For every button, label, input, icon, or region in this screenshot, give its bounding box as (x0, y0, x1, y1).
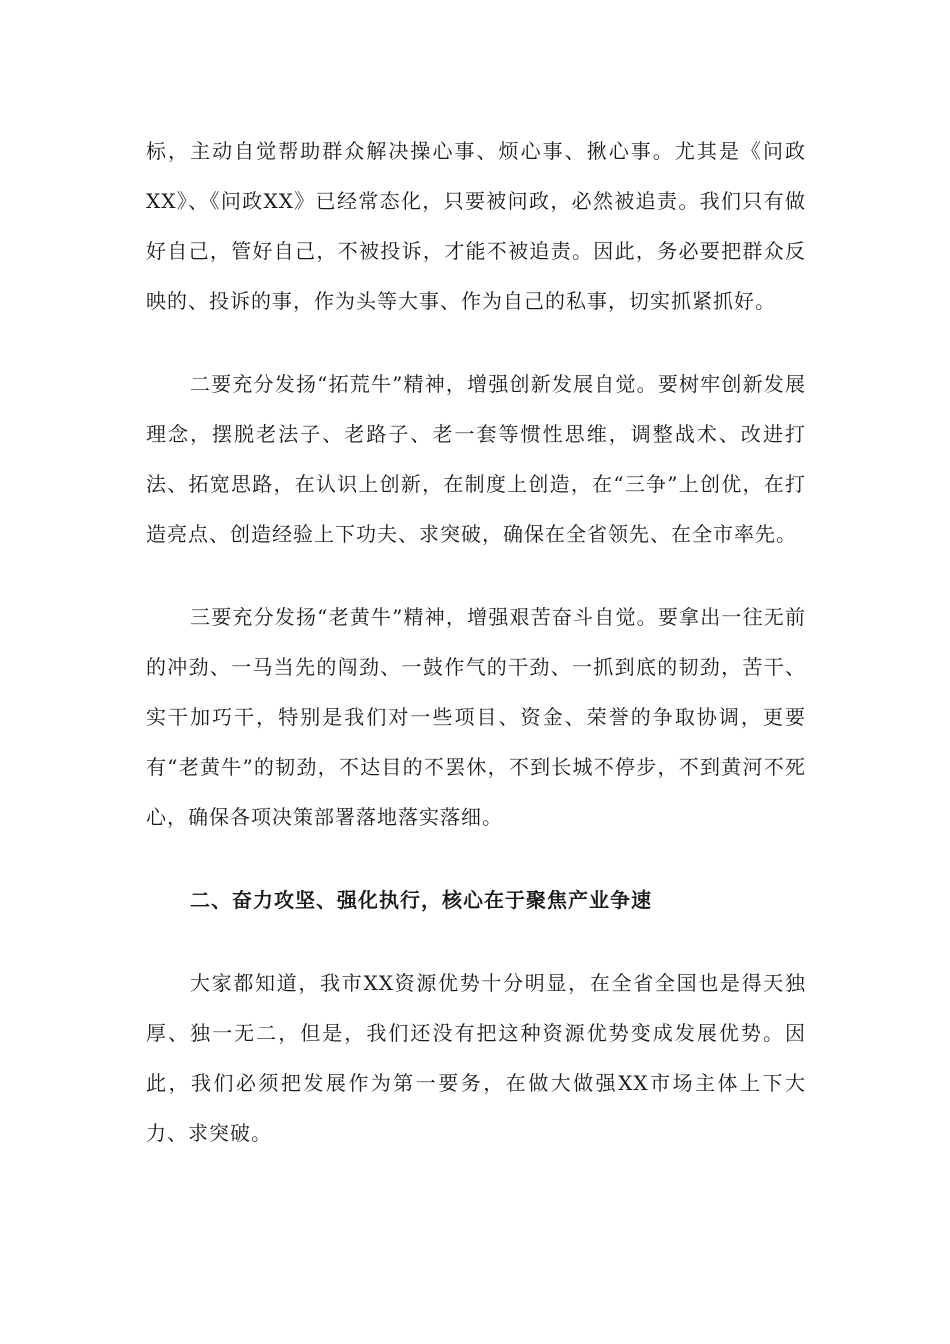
paragraph-continuation: 标，主动自觉帮助群众解决操心事、烦心事、揪心事。尤其是《问政XX》、《问政XX》已经常态化，只要被问政，必然被追责。我们只有做好自己，管好自己，不被投诉，才能不被追责。因此，务必要把群众反映的、投诉的事，作为头等大事、作为自己的私事，切实抓紧抓好。 (146, 139, 806, 313)
document-body (146, 126, 806, 1191)
paragraph-resource-advantage: 大家都知道，我市XX资源优势十分明显，在全省全国也是得天独厚、独一无二，但是，我们还没有把这种资源优势变成发展优势。因此，我们必须把发展作为第一要务，在做大做强XX市场主体上下大力、求突破。 (146, 971, 806, 1145)
paragraph-laohuangniu: 三要充分发扬“老黄牛”精神，增强艰苦奋斗自觉。要拿出一往无前的冲劲、一马当先的闯劲、一鼓作气的干劲、一抓到底的韧劲，苦干、实干加巧干，特别是我们对一些项目、资金、荣誉的争取协调，更要有“老黄牛”的韧劲，不达目的不罢休，不到长城不停步，不到黄河不死心，确保各项决策部署落地落实落细。 (146, 605, 806, 829)
paragraph-tuohuangniu: 二要充分发扬“拓荒牛”精神，增强创新发展自觉。要树牢创新发展理念，摆脱老法子、老路子、老一套等惯性思维，调整战术、改进打法、拓宽思路，在认识上创新，在制度上创造，在“三争”上创优，在打造亮点、创造经验上下功夫、求突破，确保在全省领先、在全市率先。 (146, 372, 806, 546)
section-heading: 二、奋力攻坚、强化执行，核心在于聚焦产业争速 (190, 888, 652, 912)
